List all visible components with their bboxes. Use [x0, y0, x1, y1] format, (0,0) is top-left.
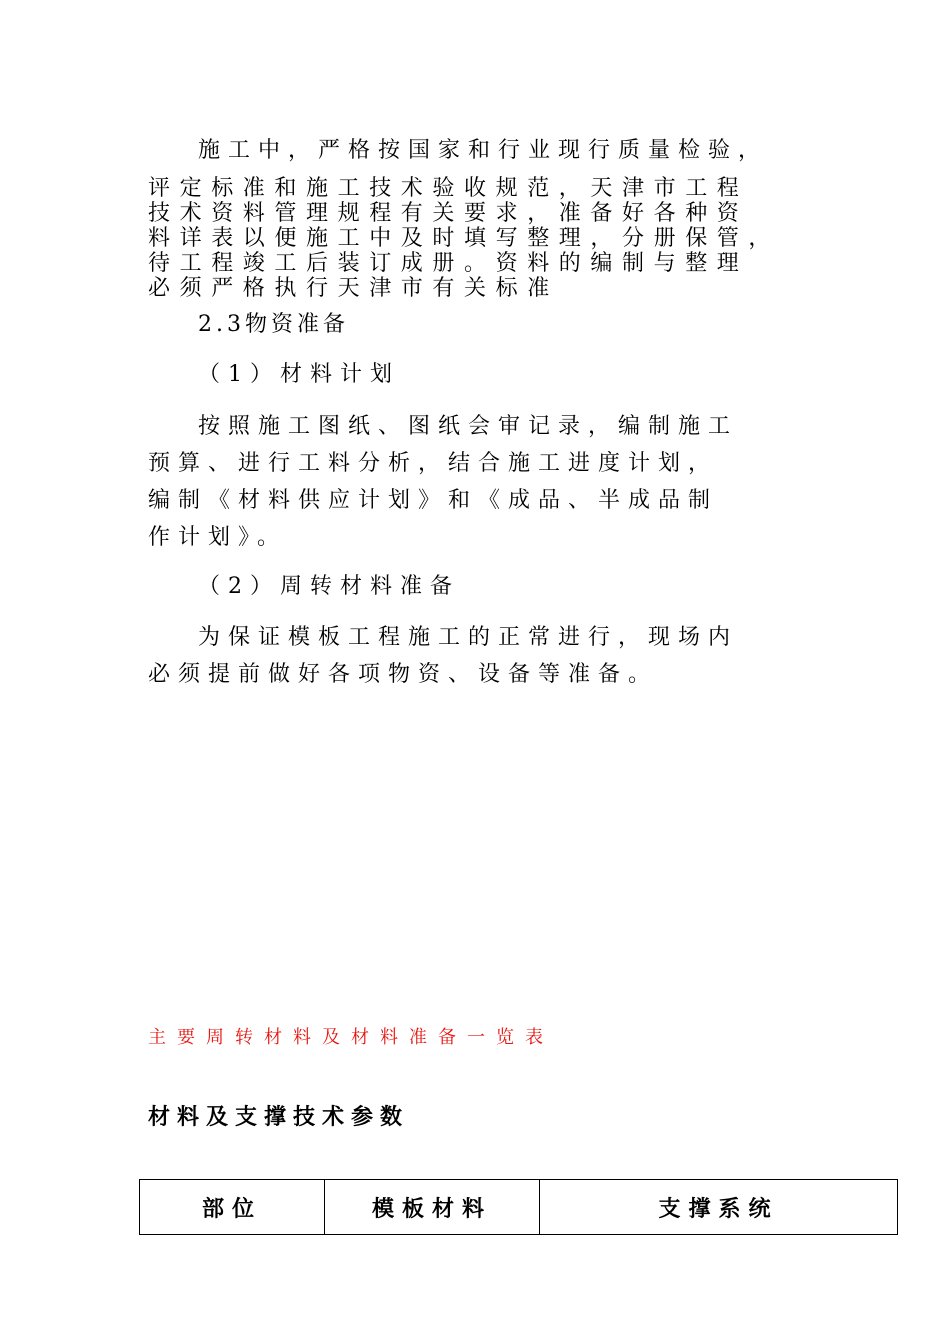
- table-section-title: 材料及支撑技术参数: [148, 1104, 410, 1130]
- table-caption: 主要周转材料及材料准备一览表: [148, 1027, 554, 1048]
- paragraph-2-line-2: 预算、进行工料分析，结合施工进度计划，: [148, 451, 719, 476]
- paragraph-2-line-4: 作计划》。: [148, 525, 288, 550]
- parameters-table: [139, 1179, 898, 1235]
- header-formwork-material: 模板材料: [325, 1180, 540, 1235]
- paragraph-3-line-1: 为保证模板工程施工的正常进行，现场内: [198, 625, 739, 650]
- paragraph-1-line-2: 评定标准和施工技术验收规范，天津市工程: [148, 176, 749, 201]
- paragraph-1-line-5: 待工程竣工后装订成册。资料的编制与整理: [148, 251, 749, 276]
- section-heading: 2.3物资准备: [198, 312, 349, 337]
- paragraph-1-line-6: 必须严格执行天津市有关标准: [148, 276, 559, 301]
- paragraph-1-line-3: 技术资料管理规程有关要求，准备好各种资: [148, 201, 749, 226]
- item-2-heading: （2）周转材料准备: [198, 574, 460, 599]
- paragraph-2-line-3: 编制《材料供应计划》和《成品、半成品制: [148, 488, 719, 513]
- paragraph-2-line-1: 按照施工图纸、图纸会审记录，编制施工: [198, 414, 739, 439]
- paragraph-3-line-2: 必须提前做好各项物资、设备等准备。: [148, 662, 659, 687]
- header-support-system: 支撑系统: [540, 1180, 898, 1235]
- paragraph-1-line-4: 料详表以便施工中及时填写整理，分册保管，: [148, 226, 781, 251]
- item-1-heading: （1）材料计划: [198, 362, 400, 387]
- header-part: 部位: [140, 1180, 325, 1235]
- paragraph-1-line-1: 施工中，严格按国家和行业现行质量检验，: [198, 138, 769, 163]
- table-header-row: [140, 1180, 898, 1235]
